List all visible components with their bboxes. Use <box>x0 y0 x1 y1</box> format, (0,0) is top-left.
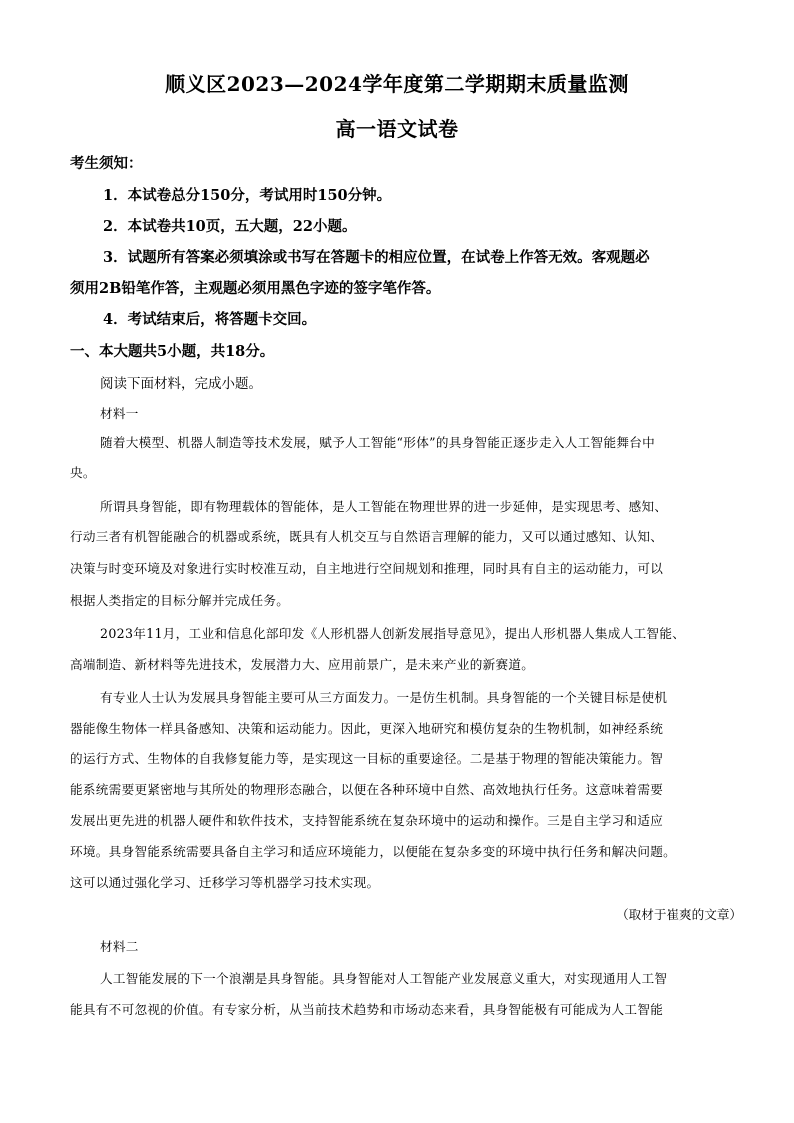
material-line: 人工智能发展的下一个浪潮是具身智能。具身智能对人工智能产业发展意义重大，对实现通用人工智 <box>100 971 668 986</box>
material-line: 发展出更先进的机器人硬件和软件技术，支持智能系统在复杂环境中的运动和操作。三是自主学习和适应 <box>70 813 664 828</box>
material-line: 行动三者有机智能融合的机器或系统，既具有人机交互与自然语言理解的能力，又可以通过感知、认知、 <box>70 529 664 544</box>
material-line: 环境。具身智能系统需要具备自主学习和适应环境能力，以便能在复杂多变的环境中执行任务和解决问题。 <box>70 844 677 859</box>
notice-item: 3．试题所有答案必须填涂或书写在答题卡的相应位置，在试卷上作答无效。客观题必 <box>103 249 650 266</box>
material-line: 能具有不可忽视的价值。有专家分析，从当前技术趋势和市场动态来看，具身智能极有可能成为人工智能 <box>70 1002 664 1017</box>
material-source: （取材于崔爽的文章） <box>616 907 742 922</box>
notice-item: 2．本试卷共10页，五大题，22小题。 <box>103 218 357 235</box>
material-line: 随着大模型、机器人制造等技术发展，赋予人工智能“形体”的具身智能正逐步走入人工智能舞台中 <box>100 435 656 450</box>
material-line: 能系统需要更紧密地与其所处的物理形态融合，以便在各种环境中自然、高效地执行任务。这意味着需要 <box>70 782 664 797</box>
exam-title: 顺义区2023—2024学年度第二学期期末质量监测 <box>165 72 629 96</box>
material-line: 根据人类指定的目标分解并完成任务。 <box>70 593 290 608</box>
section-instruction: 阅读下面材料，完成小题。 <box>100 376 262 392</box>
notice-heading: 考生须知： <box>70 155 143 172</box>
material-line: 央。 <box>70 465 96 480</box>
material-label: 材料二 <box>100 939 139 954</box>
material-line: 这可以通过强化学习、迁移学习等机器学习技术实现。 <box>70 875 380 890</box>
material-label: 材料一 <box>100 406 139 421</box>
section-heading: 一、本大题共5小题，共18分。 <box>70 343 275 360</box>
material-line: 的运行方式、生物体的自我修复能力等，是实现这一目标的重要途径。二是基于物理的智能决策能力。智 <box>70 751 664 766</box>
material-line: 2023年11月，工业和信息化部印发《人形机器人创新发展指导意见》，提出人形机器人集成人工智能、 <box>100 626 686 641</box>
material-line: 有专业人士认为发展具身智能主要可从三方面发力。一是仿生机制。具身智能的一个关键目标是使机 <box>100 690 668 705</box>
material-line: 所谓具身智能，即有物理载体的智能体，是人工智能在物理世界的进一步延伸，是实现思考、感知、 <box>100 499 668 514</box>
notice-item-continued: 须用2B铅笔作答，主观题必须用黑色字迹的签字笔作答。 <box>70 280 441 297</box>
material-line: 高端制造、新材料等先进技术，发展潜力大、应用前景广，是未来产业的新赛道。 <box>70 657 535 672</box>
exam-subtitle: 高一语文试卷 <box>335 117 459 141</box>
material-line: 器能像生物体一样具备感知、决策和运动能力。因此，更深入地研究和模仿复杂的生物机制，如神经系统 <box>70 721 664 736</box>
notice-item: 1．本试卷总分150分，考试用时150分钟。 <box>103 187 392 204</box>
material-line: 决策与时变环境及对象进行实时校准互动，自主地进行空间规划和推理，同时具有自主的运动能力，可以 <box>70 561 664 576</box>
notice-item: 4．考试结束后，将答题卡交回。 <box>103 311 317 328</box>
